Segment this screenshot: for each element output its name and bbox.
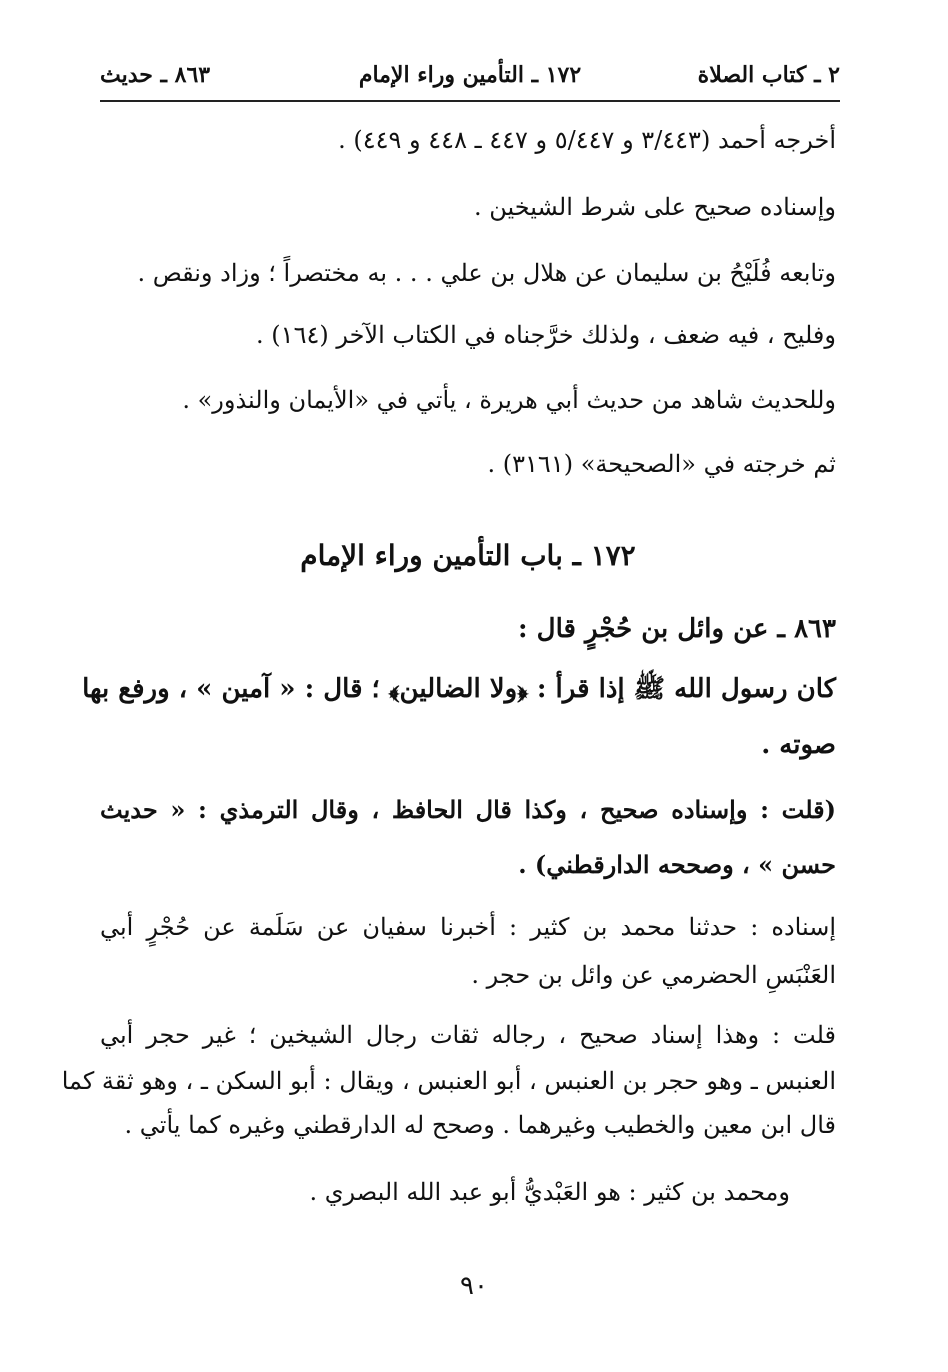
header-section: ١٧٢ ـ التأمين وراء الإمام [358, 62, 582, 88]
header-rule [100, 100, 840, 102]
page-number: ٩٠ [460, 1271, 488, 1301]
hadith-text: كان رسول الله ﷺ إذا قرأ : ﴿ولا الضالين﴾ ؛ قال : « آمين » ، ورفع بها [82, 674, 836, 704]
running-header [100, 58, 840, 102]
grading-note: (قلت : وإسناده صحيح ، وكذا قال الحافظ ، وقال الترمذي : « حديث [100, 795, 836, 824]
header-hadith: ٨٦٣ ـ حديث [100, 62, 211, 88]
commentary: العنبس ـ وهو حجر بن العنبس ، أبو العنبس ، ويقال : أبو السكن ـ ، وهو ثقة كما [61, 1067, 836, 1095]
commentary: قلت : وهذا إسناد صحيح ، رجاله ثقات رجال الشيخين ؛ غير حجر أبي [100, 1021, 836, 1049]
chapter-title: ١٧٢ ـ باب التأمين وراء الإمام [300, 539, 636, 572]
isnad-text: إسناده : حدثنا محمد بن كثير : أخبرنا سفيان عن سَلَمة عن حُجْرٍ أبي [100, 913, 836, 941]
takhrij-line: ثم خرجته في «الصحيحة» (٣١٦١) . [487, 450, 836, 478]
takhrij-line: وللحديث شاهد من حديث أبي هريرة ، يأتي في «الأيمان والنذور» . [182, 386, 836, 414]
commentary: قال ابن معين والخطيب وغيرهما . وصحح له الدارقطني وغيره كما يأتي . [124, 1111, 836, 1139]
hadith-text: صوته . [761, 730, 836, 760]
takhrij-line: وفليح ، فيه ضعف ، ولذلك خرَّجناه في الكتاب الآخر (١٦٤) . [256, 321, 836, 349]
header-chapter: ٢ ـ كتاب الصلاة [697, 62, 840, 88]
hadith-number: ٨٦٣ ـ عن وائل بن حُجْرٍ قال : [518, 614, 836, 644]
takhrij-line: أخرجه أحمد (٣/٤٤٣ و ٥/٤٤٧ و ٤٤٧ ـ ٤٤٨ و ٤٤٩) . [338, 126, 836, 154]
grading-note: حسن » ، وصححه الدارقطني) . [518, 850, 836, 879]
takhrij-line: وتابعه فُلَيْحُ بن سليمان عن هلال بن علي . . . به مختصراً ؛ وزاد ونقص . [137, 259, 836, 287]
isnad-text: العَنْبَسِ الحضرمي عن وائل بن حجر . [471, 961, 836, 989]
commentary: ومحمد بن كثير : هو العَبْديُّ أبو عبد الله البصري . [309, 1178, 790, 1206]
takhrij-line: وإسناده صحيح على شرط الشيخين . [473, 193, 836, 221]
